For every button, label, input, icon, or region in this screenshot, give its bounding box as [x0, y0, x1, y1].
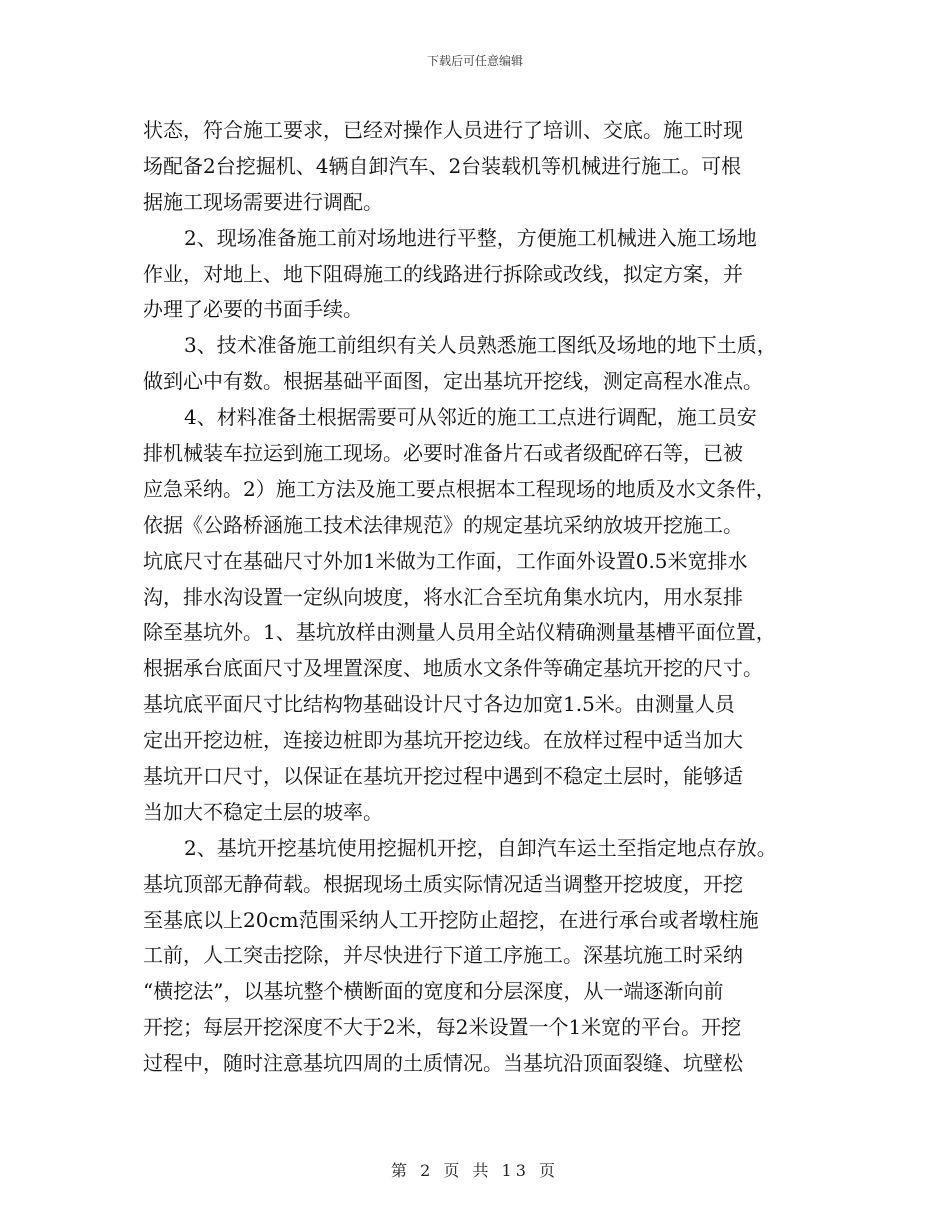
- text-line: “横挖法”，以基坑整个横断面的宽度和分层深度，从一端逐渐向前: [143, 979, 724, 1004]
- text-line: 除至基坑外。1、基坑放样由测量人员用全站仪精确测量基槽平面位置，: [143, 620, 776, 645]
- document-body: [143, 113, 843, 1082]
- text-line: 定出开挖边桩，连接边桩即为基坑开挖边线。在放样过程中适当加大: [143, 728, 743, 753]
- text-line: 办理了必要的书面手续。: [143, 297, 363, 322]
- text-line: 至基底以上20cm范围采纳人工开挖防止超挖，在进行承台或者墩柱施: [143, 907, 759, 932]
- text-line: 基坑顶部无静荷载。根据现场土质实际情况适当调整开挖坡度，开挖: [143, 871, 743, 896]
- text-line: 应急采纳。2）施工方法及施工要点根据本工程现场的地质及水文条件，: [143, 476, 776, 501]
- text-line: 据施工现场需要进行调配。: [143, 189, 383, 214]
- text-line: 当加大不稳定土层的坡率。: [143, 799, 383, 824]
- text-line: 工前，人工突击挖除，并尽快进行下道工序施工。深基坑施工时采纳: [143, 943, 743, 968]
- text-line: 作业，对地上、地下阻碍施工的线路进行拆除或改线，拟定方案，并: [143, 261, 743, 286]
- text-line: 沟，排水沟设置一定纵向坡度，将水汇合至坑角集水坑内，用水泵排: [143, 584, 743, 609]
- text-line: 做到心中有数。根据基础平面图，定出基坑开挖线，测定高程水准点。: [143, 369, 763, 394]
- text-line: 状态，符合施工要求，已经对操作人员进行了培训、交底。施工时现: [143, 118, 743, 142]
- page-header: 下载后可任意编辑: [426, 54, 523, 68]
- text-line: 4、材料准备土根据需要可从邻近的施工工点进行调配，施工员安: [184, 405, 757, 430]
- page-number: 第 2 页 共 13 页: [391, 1161, 559, 1180]
- text-line: 开挖；每层开挖深度不大于2米，每2米设置一个1米宽的平台。开挖: [143, 1015, 742, 1040]
- text-line: 3、技术准备施工前组织有关人员熟悉施工图纸及场地的地下土质，: [184, 333, 777, 358]
- text-line: 2、现场准备施工前对场地进行平整，方便施工机械进入施工场地: [184, 225, 757, 250]
- text-line: 根据承台底面尺寸及埋置深度、地质水文条件等确定基坑开挖的尺寸。: [143, 656, 763, 681]
- text-line: 基坑底平面尺寸比结构物基础设计尺寸各边加宽1.5米。由测量人员: [143, 692, 735, 717]
- text-line: 过程中，随时注意基坑四周的土质情况。当基坑沿顶面裂缝、坑壁松: [143, 1051, 743, 1076]
- text-line: 坑底尺寸在基础尺寸外加1米做为工作面，工作面外设置0.5米宽排水: [143, 548, 748, 573]
- text-line: 排机械装车拉运到施工现场。必要时准备片石或者级配碎石等，已被: [143, 441, 743, 466]
- text-line: 基坑开口尺寸，以保证在基坑开挖过程中遇到不稳定土层时，能够适: [143, 764, 743, 789]
- text-line: 2、基坑开挖基坑使用挖掘机开挖，自卸汽车运土至指定地点存放。: [184, 835, 777, 860]
- text-line: 场配备2台挖掘机、4辆自卸汽车、2台装载机等机械进行施工。可根: [143, 153, 742, 178]
- text-line: 依据《公路桥涵施工技术法律规范》的规定基坑采纳放坡开挖施工。: [143, 512, 743, 537]
